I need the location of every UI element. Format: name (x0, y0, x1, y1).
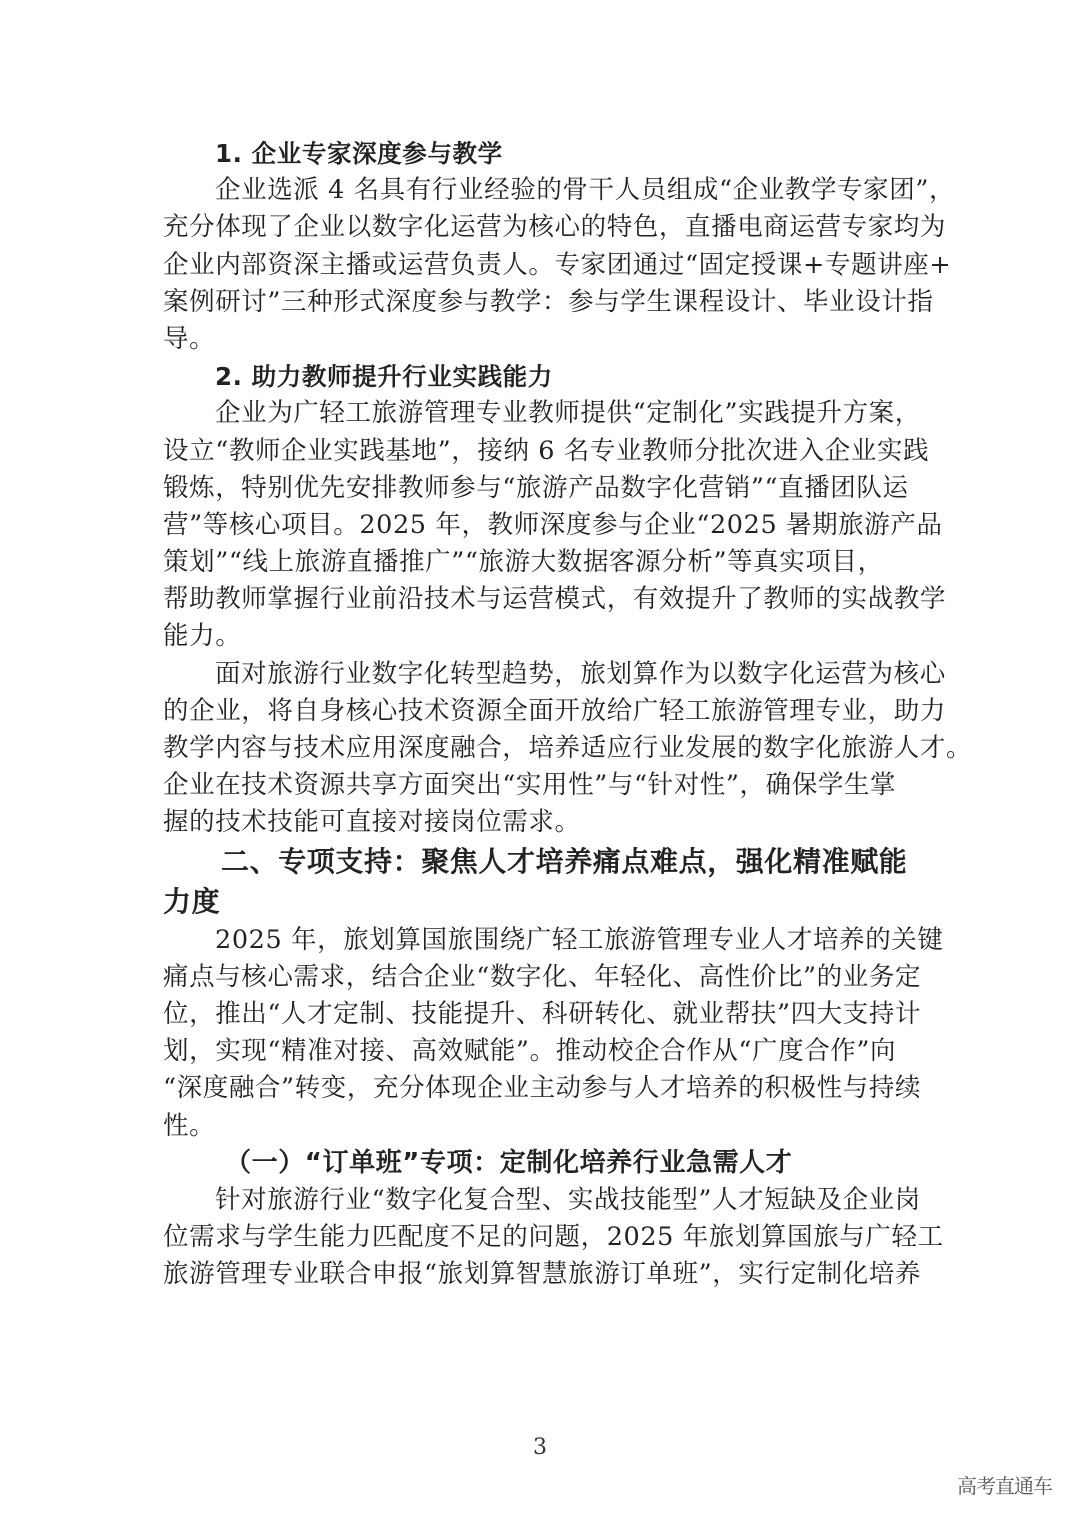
text-line: “深度融合”转变，充分体现企业主动参与人才培养的积极性与持续 (163, 1073, 922, 1104)
paragraph-teacher-practice (163, 395, 947, 655)
paragraph-expert-teaching (163, 172, 956, 358)
heading-expert-teaching: 1. 企业专家深度参与教学 (215, 139, 503, 168)
document-page (163, 135, 973, 1293)
text-line: 握的技术技能可直接对接岗位需求。 (163, 807, 581, 838)
text-line: 企业为广轻工旅游管理专业教师提供“定制化”实践提升方案， (215, 398, 921, 429)
heading-order-class: （一）“订单班”专项：定制化培养行业急需人才 (225, 1147, 793, 1178)
text-line: 能力。 (163, 621, 242, 652)
text-line: 导。 (163, 323, 216, 354)
heading-special-support (163, 842, 918, 922)
text-line: 企业在技术资源共享方面突出“实用性”与“针对性”，确保学生掌 (163, 770, 897, 801)
text-line: 帮助教师掌握行业前沿技术与运营模式，有效提升了教师的实战教学 (163, 584, 947, 615)
text-line: 充分体现了企业以数字化运营为核心的特色，直播电商运营专家均为 (163, 212, 947, 243)
paragraph-tech-resources (163, 656, 973, 842)
heading-line: 力度 (163, 884, 221, 918)
text-line: 性。 (163, 1110, 216, 1141)
text-line: 企业内部资深主播或运营负责人。专家团通过“固定授课+专题讲座+ (163, 249, 952, 280)
text-line: 划，实现“精准对接、高效赋能”。推动校企合作从“广度合作”向 (163, 1036, 897, 1067)
text-line: 2025 年，旅划算国旅围绕广轻工旅游管理专业人才培养的关键 (215, 924, 944, 955)
text-line: 策划”“线上旅游直播推广”“旅游大数据客源分析”等真实项目， (163, 547, 884, 578)
text-line: 企业选派 4 名具有行业经验的骨干人员组成“企业教学专家团”， (215, 175, 956, 206)
text-line: 教学内容与技术应用深度融合，培养适应行业发展的数字化旅游人才。 (163, 733, 973, 763)
heading-line: 二、专项支持：聚焦人才培养痛点难点，强化精准赋能 (221, 844, 908, 878)
paragraph-special-support (163, 922, 944, 1145)
paragraph-order-class (163, 1182, 944, 1294)
text-line: 设立“教师企业实践基地”，接纳 6 名专业教师分批次进入企业实践 (163, 435, 930, 466)
text-line: 旅游管理专业联合申报“旅划算智慧旅游订单班”，实行定制化培养 (163, 1259, 922, 1290)
text-line: 的企业，将自身核心技术资源全面开放给广轻工旅游管理专业，助力 (163, 695, 947, 726)
watermark: 高考直通车 (957, 1474, 1052, 1498)
text-line: 位需求与学生能力匹配度不足的问题，2025 年旅划算国旅与广轻工 (163, 1222, 944, 1253)
text-line: 营”等核心项目。2025 年，教师深度参与企业“2025 暑期旅游产品 (163, 509, 943, 540)
text-line: 针对旅游行业“数字化复合型、实战技能型”人才短缺及企业岗 (215, 1184, 921, 1215)
heading-teacher-practice: 2. 助力教师提升行业实践能力 (215, 362, 553, 392)
text-line: 面对旅游行业数字化转型趋势，旅划算作为以数字化运营为核心 (215, 658, 946, 689)
text-line: 痛点与核心需求，结合企业“数字化、年轻化、高性价比”的业务定 (163, 961, 922, 992)
page-number: 3 (533, 1435, 547, 1460)
text-line: 位，推出“人才定制、技能提升、科研转化、就业帮扶”四大支持计 (163, 998, 922, 1029)
text-line: 案例研讨”三种形式深度参与教学：参与学生课程设计、毕业设计指 (163, 286, 934, 317)
text-line: 锻炼，特别优先安排教师参与“旅游产品数字化营销”“直播团队运 (163, 472, 909, 503)
